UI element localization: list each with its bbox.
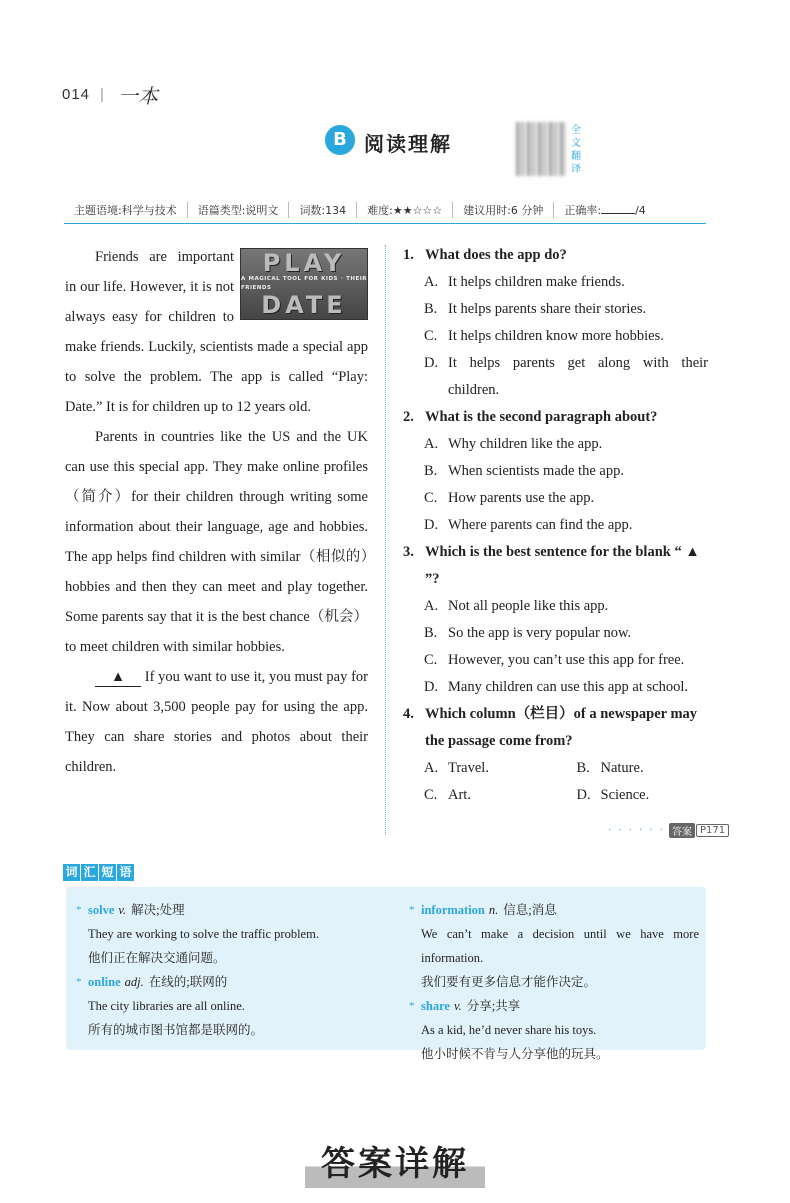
option-text: Why children like the app. <box>448 436 603 452</box>
option-text: Travel. <box>448 760 489 776</box>
answer-label: 答案 <box>669 823 695 838</box>
vocab-pos: v. <box>118 903 127 917</box>
header-separator: | <box>100 86 104 103</box>
paragraph-3 <box>65 662 368 782</box>
paragraph-2: Parents in countries like the US and the UK can use this special app. They make online profiles（简介）for their children through writing some information about their language, age and hobbies. The app helps find children with similar（相似的）hobbies and then they can meet and play together. Some parents say that it is the best chance（机会）to meet children with similar hobbies. <box>65 429 368 655</box>
star-icon: * <box>76 904 82 916</box>
vocab-meaning: 信息;消息 <box>503 903 557 917</box>
option-text: Not all people like this app. <box>448 598 609 614</box>
star-icon: * <box>76 976 82 988</box>
vocab-entry-information <box>409 898 699 922</box>
option-letter: B. <box>424 463 438 479</box>
vocab-example-en: As a kid, he’d never share his toys. <box>421 1023 597 1037</box>
star-icon: * <box>409 904 415 916</box>
section-badge: B <box>325 125 355 155</box>
theme-info: 主题语境:科学与技术 <box>64 202 188 218</box>
vocab-pos: n. <box>488 903 499 917</box>
paragraph-3-text: If you want to use it, you must pay for it. Now about 3,500 people pay for using the app. They can share stories and photos about their children. <box>65 669 368 775</box>
option-text: Nature. <box>600 760 644 776</box>
option-letter: B. <box>424 625 438 641</box>
question-1-option-c[interactable] <box>403 323 708 350</box>
info-bar <box>64 196 706 224</box>
question-4-stem <box>403 701 708 755</box>
question-4-option-c[interactable] <box>403 782 556 809</box>
vocab-word: online <box>88 975 121 989</box>
vocab-meaning: 解决;处理 <box>131 903 185 917</box>
page-number: 014 <box>62 86 91 103</box>
option-text: Science. <box>600 787 650 803</box>
option-text: Many children can use this app at school. <box>448 679 688 695</box>
genre-info: 语篇类型:说明文 <box>188 202 290 218</box>
vocab-meaning: 分享;共享 <box>466 999 521 1013</box>
word-count-info: 词数:134 <box>289 202 357 218</box>
vocab-entry-solve <box>76 898 366 922</box>
vocab-example-zh: 所有的城市图书馆都是联网的。 <box>88 1023 264 1037</box>
question-number: 3. <box>403 544 414 560</box>
question-2-option-b[interactable] <box>403 458 708 485</box>
play-date-logo-image <box>240 248 368 320</box>
vocab-pos: v. <box>453 999 462 1013</box>
question-2-option-c[interactable] <box>403 485 708 512</box>
option-text: It helps parents share their stories. <box>448 301 647 317</box>
option-text: Where parents can find the app. <box>448 517 633 533</box>
option-text: How parents use the app. <box>448 490 595 506</box>
section-title: 阅读理解 <box>364 132 452 156</box>
vocab-pos: adj. <box>124 975 144 989</box>
answer-reference[interactable] <box>608 823 729 838</box>
vocab-word: share <box>421 999 450 1013</box>
option-letter: C. <box>424 787 438 803</box>
vocab-section-title <box>63 864 135 881</box>
difficulty-info: 难度:★★☆☆☆ <box>357 202 453 218</box>
option-text: When scientists made the app. <box>448 463 624 479</box>
vocab-entry-online <box>76 970 366 994</box>
question-text: What is the second paragraph about? <box>425 409 658 425</box>
qr-code-icon[interactable] <box>516 122 566 176</box>
option-letter: C. <box>424 490 438 506</box>
answer-page: P171 <box>696 824 729 837</box>
option-letter: A. <box>424 436 439 452</box>
question-2-option-d[interactable] <box>403 512 708 539</box>
question-text: Which column（栏目）of a newspaper may the passage come from? <box>425 706 698 749</box>
accuracy-total: /4 <box>635 203 646 217</box>
option-letter: D. <box>576 787 591 803</box>
passage-blank[interactable]: ▲ <box>95 668 141 687</box>
vocab-column-right <box>409 898 699 1066</box>
vocab-title-char: 短 <box>99 864 116 881</box>
qr-label: 全文翻译 <box>571 125 581 175</box>
vocab-example-en: The city libraries are all online. <box>88 999 245 1013</box>
question-3-option-d[interactable] <box>403 674 708 701</box>
question-number: 4. <box>403 706 414 722</box>
vocab-example-zh: 他小时候不肯与人分享他的玩具。 <box>421 1047 609 1061</box>
question-2-option-a[interactable] <box>403 431 708 458</box>
question-2-stem <box>403 404 708 431</box>
accuracy-label: 正确率: <box>564 203 602 217</box>
vocab-meaning: 在线的;联网的 <box>148 975 228 989</box>
question-3-option-b[interactable] <box>403 620 708 647</box>
vocab-title-char: 词 <box>63 864 80 881</box>
logo-line-2: DATE <box>261 291 347 319</box>
accuracy-blank[interactable] <box>601 213 635 214</box>
option-letter: A. <box>424 274 439 290</box>
option-letter: D. <box>424 679 439 695</box>
vocab-title-char: 汇 <box>81 864 98 881</box>
option-text: However, you can’t use this app for free. <box>448 652 685 668</box>
question-4-options-row-2 <box>403 782 708 809</box>
logo-line-1: PLAY <box>262 249 346 277</box>
option-text: So the app is very popular now. <box>448 625 632 641</box>
question-1-option-d[interactable] <box>403 350 708 404</box>
question-1-option-b[interactable] <box>403 296 708 323</box>
vocab-column-left <box>76 898 366 1042</box>
vocab-example-zh: 他们正在解决交通问题。 <box>88 951 226 965</box>
questions-panel <box>403 242 708 809</box>
question-3-prefix: Which is the best sentence for the blank <box>425 544 671 560</box>
question-4-option-b[interactable] <box>556 755 709 782</box>
vocab-word: solve <box>88 903 115 917</box>
option-letter: C. <box>424 328 438 344</box>
question-3-stem <box>403 539 708 593</box>
question-4-option-d[interactable] <box>556 782 709 809</box>
star-icon: * <box>409 1000 415 1012</box>
vocab-example-en: They are working to solve the traffic problem. <box>88 927 319 941</box>
option-letter: D. <box>424 517 439 533</box>
question-3-blank: “ ▲ ”? <box>425 544 700 587</box>
question-3-option-c[interactable] <box>403 647 708 674</box>
answer-dots: · · · · · · <box>608 825 665 836</box>
question-number: 2. <box>403 409 414 425</box>
question-number: 1. <box>403 247 414 263</box>
answer-detail-banner: 答案详解 <box>305 1140 485 1188</box>
question-4-option-a[interactable] <box>403 755 556 782</box>
option-text: It helps children know more hobbies. <box>448 328 664 344</box>
option-letter: A. <box>424 760 439 776</box>
logo-tagline: A MAGICAL TOOL FOR KIDS · THEIR FRIENDS <box>241 276 367 291</box>
option-text: It helps parents get along with their children. <box>448 355 708 398</box>
question-text <box>425 539 708 593</box>
column-divider <box>385 245 386 835</box>
question-text: What does the app do? <box>425 247 567 263</box>
option-letter: D. <box>424 355 439 371</box>
question-1-stem <box>403 242 708 269</box>
vocab-example-en: We can’t make a decision until we have more information. <box>421 927 699 965</box>
option-letter: C. <box>424 652 438 668</box>
reading-passage <box>65 242 368 782</box>
accuracy-info <box>554 202 655 218</box>
vocab-entry-share <box>409 994 699 1018</box>
vocab-example-zh: 我们要有更多信息才能作决定。 <box>421 975 597 989</box>
paragraph-1: Friends are important in our life. However, it is not always easy for children to make friends. Luckily, scientists made a special app to solve the problem. The app is called “Play: Date.” It is for children up to 12 years old. <box>65 249 368 415</box>
suggested-time-info: 建议用时:6 分钟 <box>453 202 554 218</box>
option-letter: A. <box>424 598 439 614</box>
question-1-option-a[interactable] <box>403 269 708 296</box>
vocab-word: information <box>421 903 485 917</box>
option-letter: B. <box>576 760 590 776</box>
option-text: Art. <box>448 787 471 803</box>
option-text: It helps children make friends. <box>448 274 625 290</box>
question-3-option-a[interactable] <box>403 593 708 620</box>
brand-logo: 一本 <box>118 84 158 108</box>
option-letter: B. <box>424 301 438 317</box>
vocab-title-char: 语 <box>117 864 134 881</box>
question-4-options-row-1 <box>403 755 708 782</box>
